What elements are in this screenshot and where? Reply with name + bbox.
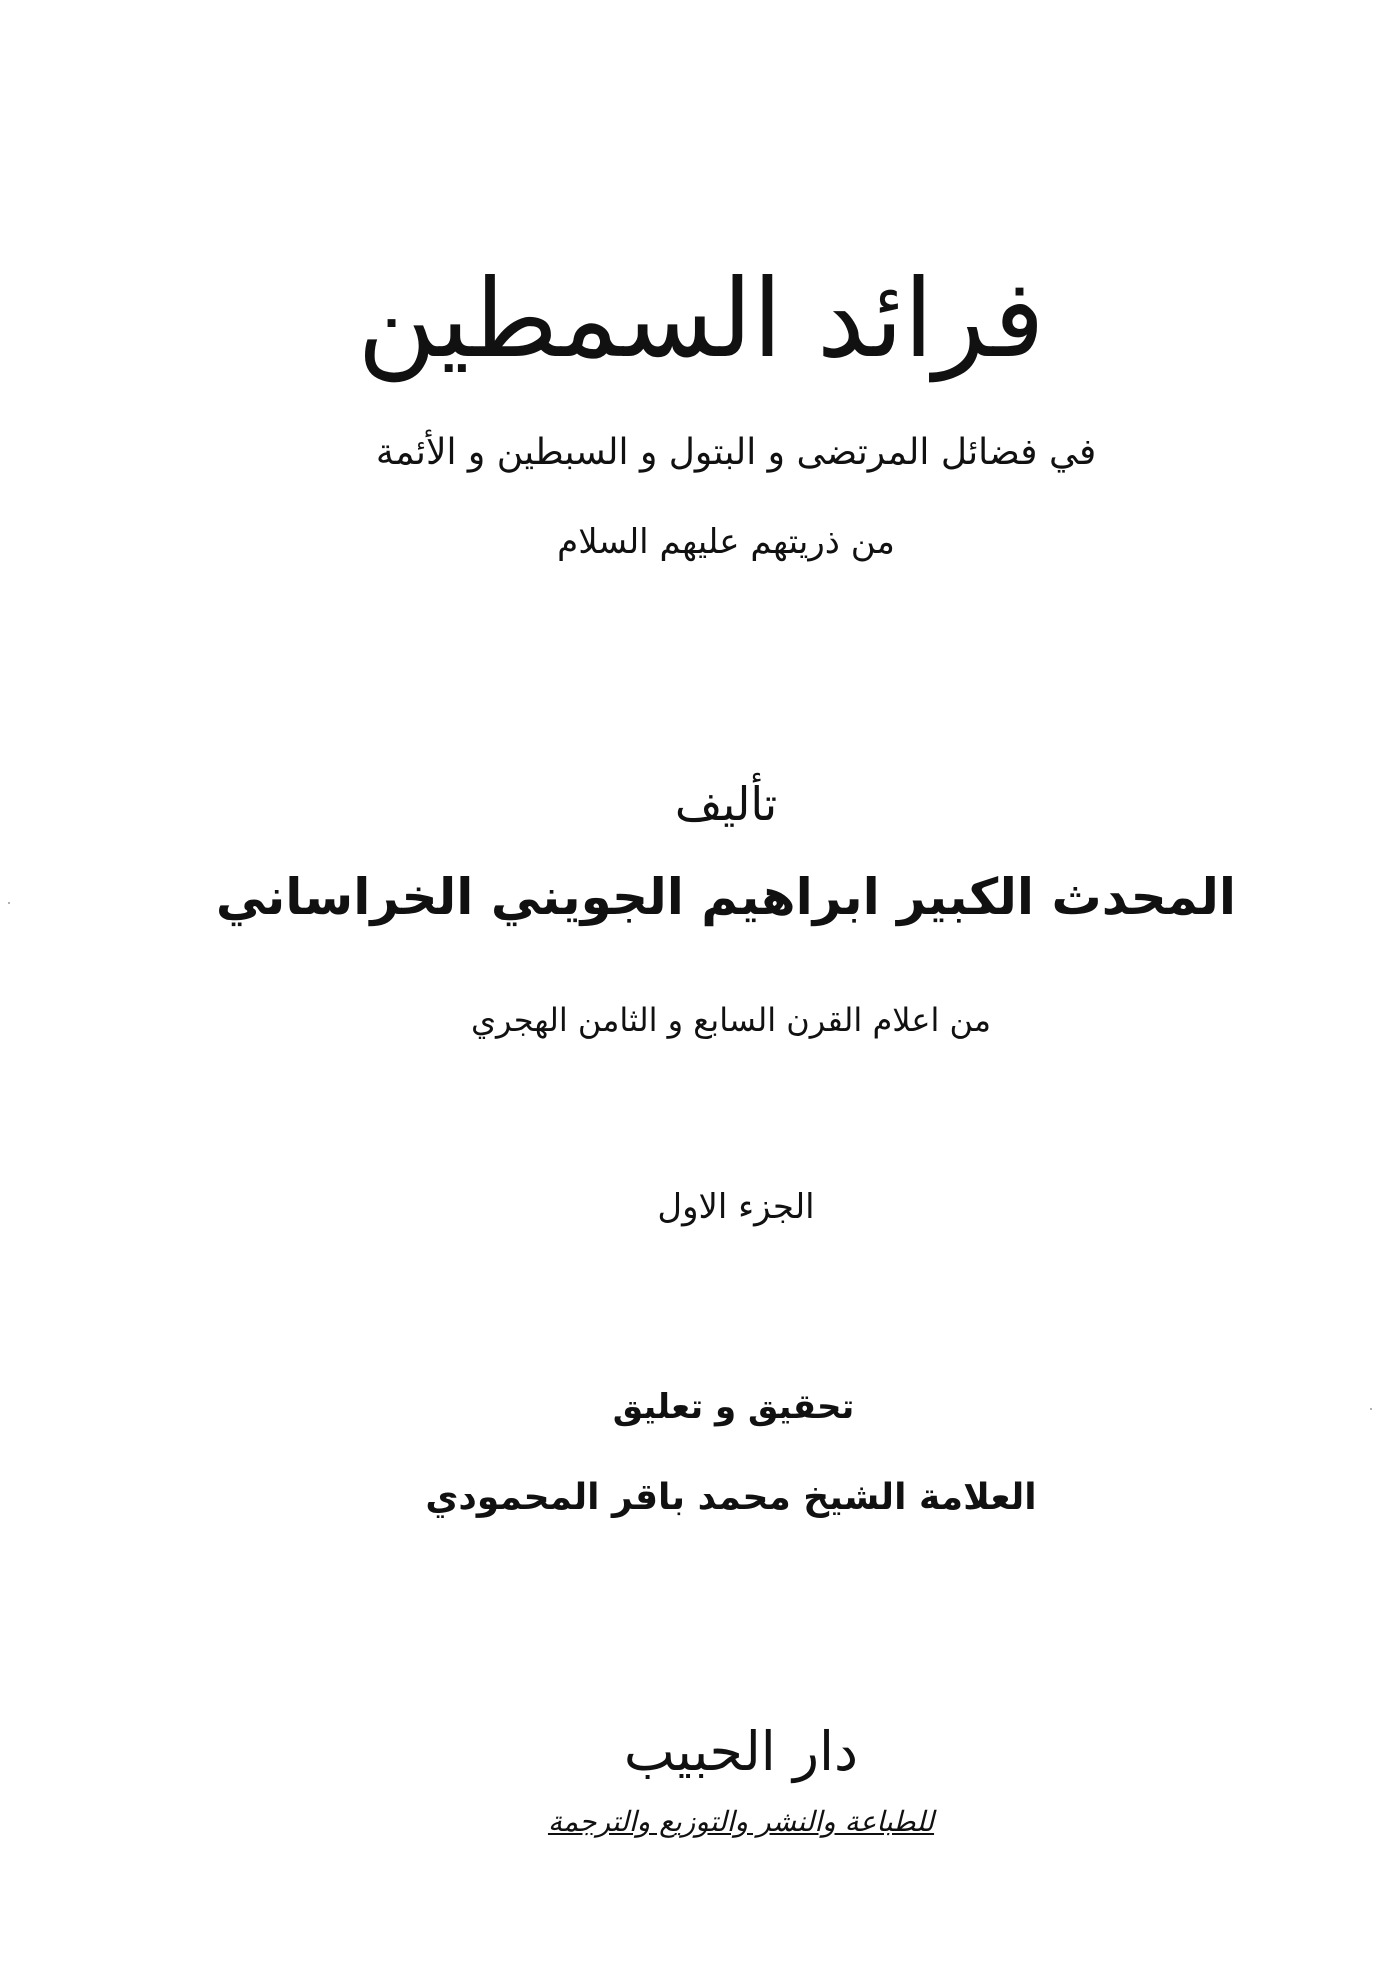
publisher-description: للطباعة والنشر والتوزيع والترجمة (547, 1805, 935, 1838)
author-era: من اعلام القرن السابع و الثامن الهجري (470, 1001, 992, 1039)
book-title: فرائد السمطين (357, 257, 1045, 382)
authored-by-label: تأليف (674, 777, 778, 831)
scan-speck (1370, 1408, 1372, 1410)
editing-label: تحقيق و تعليق (612, 1387, 855, 1427)
book-subtitle-line1: في فضائل المرتضى و البتول و السبطين و الأئمة (375, 432, 1097, 473)
author-name: المحدث الكبير ابراهيم الجويني الخراساني (215, 868, 1237, 926)
book-subtitle-line2: من ذريتهم عليهم السلام (557, 522, 895, 562)
scan-speck (8, 902, 10, 904)
editor-name: العلامة الشيخ محمد باقر المحمودي (425, 1477, 1037, 1518)
volume-label: الجزء الاول (657, 1187, 815, 1227)
publisher-logo: دار الحبيب (623, 1720, 859, 1783)
